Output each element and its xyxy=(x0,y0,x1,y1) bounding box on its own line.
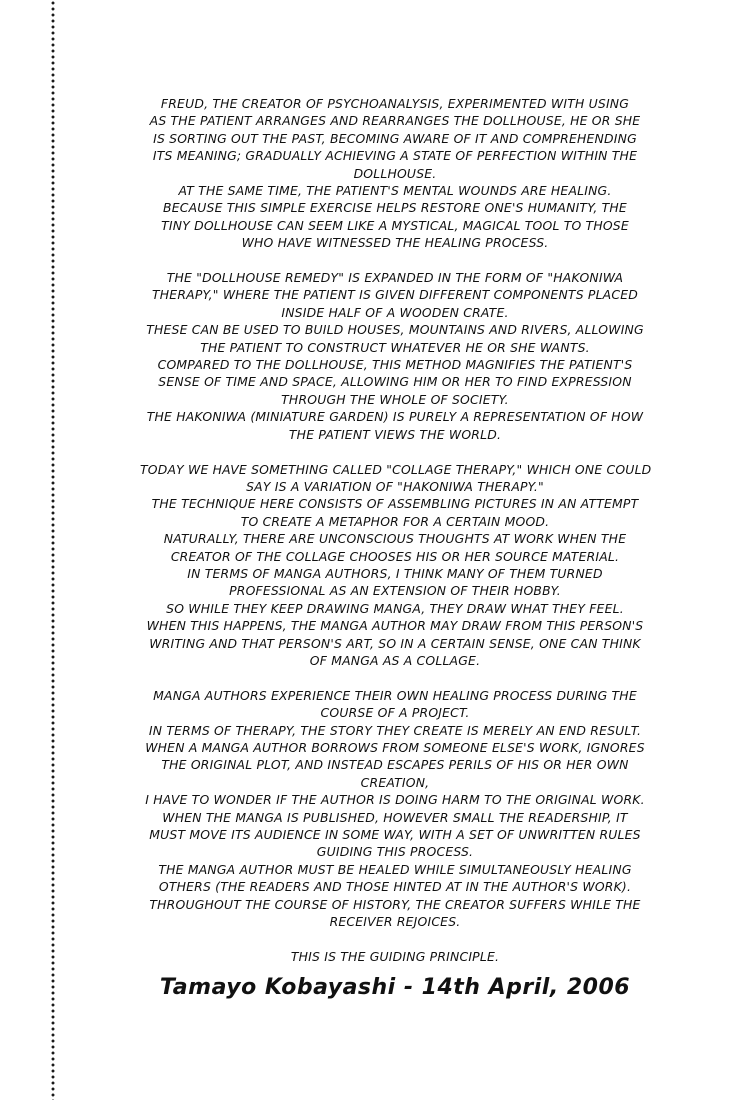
text-line: DOLLHOUSE. xyxy=(353,165,437,181)
text-line: IS SORTING OUT THE PAST, BECOMING AWARE OF IT AND COMPREHENDING xyxy=(153,130,637,146)
text-line: COURSE OF A PROJECT. xyxy=(320,705,470,721)
text-line: THE PATIENT TO CONSTRUCT WHATEVER HE OR SHE WANTS. xyxy=(200,339,590,355)
essay-paragraph xyxy=(140,269,650,443)
text-line: WHEN THE MANGA IS PUBLISHED, HOWEVER SMALL THE READERSHIP, IT xyxy=(162,809,628,825)
text-line: AT THE SAME TIME, THE PATIENT'S MENTAL WOUNDS ARE HEALING. xyxy=(178,183,612,199)
dotted-border xyxy=(50,0,56,1100)
text-line: ITS MEANING; GRADUALLY ACHIEVING A STATE OF PERFECTION WITHIN THE xyxy=(152,148,638,164)
text-line: THESE CAN BE USED TO BUILD HOUSES, MOUNTAINS AND RIVERS, ALLOWING xyxy=(146,322,644,338)
author-signature: Tamayo Kobayashi - 14th April, 2006 xyxy=(159,975,631,1000)
text-line: CREATOR OF THE COLLAGE CHOOSES HIS OR HER SOURCE MATERIAL. xyxy=(170,548,620,564)
text-line: OTHERS (THE READERS AND THOSE HINTED AT IN THE AUTHOR'S WORK). xyxy=(158,879,632,895)
text-line: I HAVE TO WONDER IF THE AUTHOR IS DOING HARM TO THE ORIGINAL WORK. xyxy=(145,792,645,808)
text-line: TINY DOLLHOUSE CAN SEEM LIKE A MYSTICAL, MAGICAL TOOL TO THOSE xyxy=(161,217,629,233)
text-line: THE ORIGINAL PLOT, AND INSTEAD ESCAPES PERILS OF HIS OR HER OWN xyxy=(161,757,629,773)
text-line: MANGA AUTHORS EXPERIENCE THEIR OWN HEALING PROCESS DURING THE xyxy=(153,687,637,703)
text-line: SENSE OF TIME AND SPACE, ALLOWING HIM OR HER TO FIND EXPRESSION xyxy=(158,374,632,390)
text-line: WHEN THIS HAPPENS, THE MANGA AUTHOR MAY DRAW FROM THIS PERSON'S xyxy=(146,618,644,634)
text-line: IN TERMS OF MANGA AUTHORS, I THINK MANY OF THEM TURNED xyxy=(187,565,603,581)
text-line: TODAY WE HAVE SOMETHING CALLED "COLLAGE THERAPY," WHICH ONE COULD xyxy=(140,461,652,477)
text-line: GUIDING THIS PROCESS. xyxy=(316,844,474,860)
text-line: INSIDE HALF OF A WOODEN CRATE. xyxy=(281,304,509,320)
text-line: WHEN A MANGA AUTHOR BORROWS FROM SOMEONE ELSE'S WORK, IGNORES xyxy=(145,739,645,755)
essay-paragraph xyxy=(140,948,650,965)
text-line: WRITING AND THAT PERSON'S ART, SO IN A CERTAIN SENSE, ONE CAN THINK xyxy=(149,635,641,651)
text-line: THE TECHNIQUE HERE CONSISTS OF ASSEMBLING PICTURES IN AN ATTEMPT xyxy=(151,496,639,512)
text-line: NATURALLY, THERE ARE UNCONSCIOUS THOUGHTS AT WORK WHEN THE xyxy=(163,531,627,547)
essay-paragraph xyxy=(140,95,650,252)
text-line: THE HAKONIWA (MINIATURE GARDEN) IS PURELY A REPRESENTATION OF HOW xyxy=(146,409,644,425)
essay-paragraph xyxy=(140,461,650,670)
text-line: IN TERMS OF THERAPY, THE STORY THEY CREATE IS MERELY AN END RESULT. xyxy=(148,722,642,738)
text-line: OF MANGA AS A COLLAGE. xyxy=(309,652,481,668)
text-line: FREUD, THE CREATOR OF PSYCHOANALYSIS, EXPERIMENTED WITH USING xyxy=(160,96,630,111)
text-line: THE "DOLLHOUSE REMEDY" IS EXPANDED IN THE FORM OF "HAKONIWA xyxy=(166,270,624,286)
text-line: TO CREATE A METAPHOR FOR A CERTAIN MOOD. xyxy=(240,513,550,529)
text-line: THE PATIENT VIEWS THE WORLD. xyxy=(288,426,502,442)
text-line: RECEIVER REJOICES. xyxy=(329,914,461,930)
essay-body xyxy=(140,95,650,983)
text-line: MUST MOVE ITS AUDIENCE IN SOME WAY, WITH A SET OF UNWRITTEN RULES xyxy=(149,827,641,843)
text-line: THERAPY," WHERE THE PATIENT IS GIVEN DIFFERENT COMPONENTS PLACED xyxy=(152,287,638,303)
text-line: CREATION, xyxy=(360,774,430,790)
text-line: WHO HAVE WITNESSED THE HEALING PROCESS. xyxy=(241,235,549,251)
text-line: THROUGHOUT THE COURSE OF HISTORY, THE CREATOR SUFFERS WHILE THE xyxy=(149,896,641,912)
text-line: COMPARED TO THE DOLLHOUSE, THIS METHOD MAGNIFIES THE PATIENT'S xyxy=(157,357,633,373)
text-line: THIS IS THE GUIDING PRINCIPLE. xyxy=(290,948,500,964)
text-line: BECAUSE THIS SIMPLE EXERCISE HELPS RESTORE ONE'S HUMANITY, THE xyxy=(163,200,627,216)
text-line: PROFESSIONAL AS AN EXTENSION OF THEIR HOBBY. xyxy=(229,583,561,599)
text-line: THE MANGA AUTHOR MUST BE HEALED WHILE SIMULTANEOUSLY HEALING xyxy=(158,861,632,877)
text-line: SAY IS A VARIATION OF "HAKONIWA THERAPY." xyxy=(246,478,544,494)
text-line: THROUGH THE WHOLE OF SOCIETY. xyxy=(281,391,509,407)
text-line: SO WHILE THEY KEEP DRAWING MANGA, THEY DRAW WHAT THEY FEEL. xyxy=(166,600,624,616)
essay-paragraph xyxy=(140,687,650,931)
text-line: AS THE PATIENT ARRANGES AND REARRANGES THE DOLLHOUSE, HE OR SHE xyxy=(149,113,641,129)
